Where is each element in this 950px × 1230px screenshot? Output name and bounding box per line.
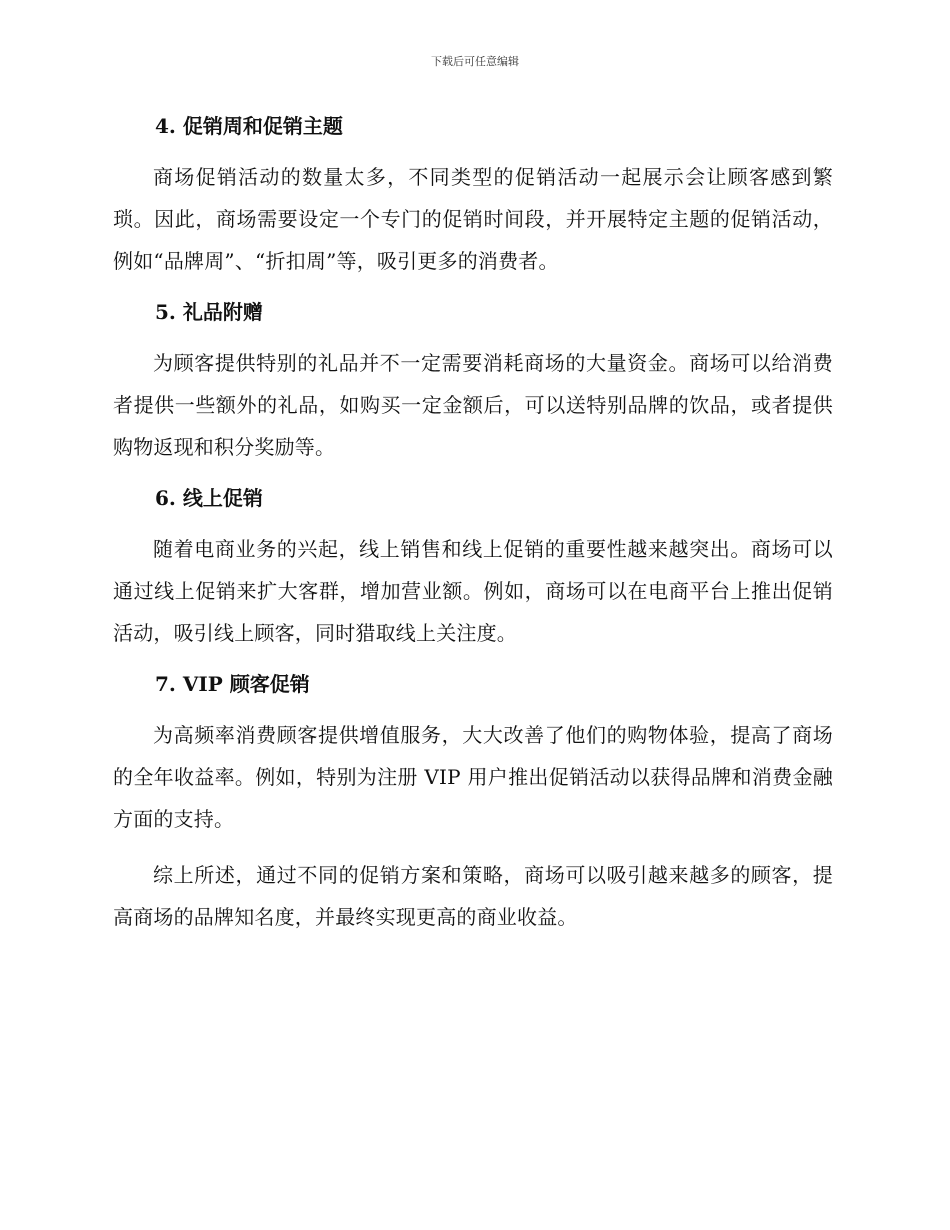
section-paragraph-6: 随着电商业务的兴起，线上销售和线上促销的重要性越来越突出。商场可以通过线上促销来扩大客群，增加营业额。例如，商场可以在电商平台上推出促销活动，吸引线上顾客，同时猎取线上关注度。 xyxy=(113,537,833,645)
section-paragraph-4: 商场促销活动的数量太多，不同类型的促销活动一起展示会让顾客感到繁琐。因此，商场需要设定一个专门的促销时间段，并开展特定主题的促销活动，例如“品牌周”、“折扣周”等，吸引更多的消费者。 xyxy=(113,165,833,273)
document-body xyxy=(113,110,833,952)
conclusion-paragraph: 综上所述，通过不同的促销方案和策略，商场可以吸引越来越多的顾客，提高商场的品牌知名度，并最终实现更高的商业收益。 xyxy=(113,863,833,929)
section-heading-4: 4. 促销周和促销主题 xyxy=(155,114,343,138)
section-heading-6: 6. 线上促销 xyxy=(155,486,263,510)
section-heading-5: 5. 礼品附赠 xyxy=(155,300,263,324)
section-paragraph-5: 为顾客提供特别的礼品并不一定需要消耗商场的大量资金。商场可以给消费者提供一些额外的礼品，如购买一定金额后，可以送特别品牌的饮品，或者提供购物返现和积分奖励等。 xyxy=(113,351,833,459)
section-paragraph-7: 为高频率消费顾客提供增值服务，大大改善了他们的购物体验，提高了商场的全年收益率。例如，特别为注册 VIP 用户推出促销活动以获得品牌和消费金融方面的支持。 xyxy=(113,723,833,831)
page-header: 下载后可任意编辑 xyxy=(431,55,519,68)
section-heading-7: 7. VIP 顾客促销 xyxy=(155,672,310,696)
